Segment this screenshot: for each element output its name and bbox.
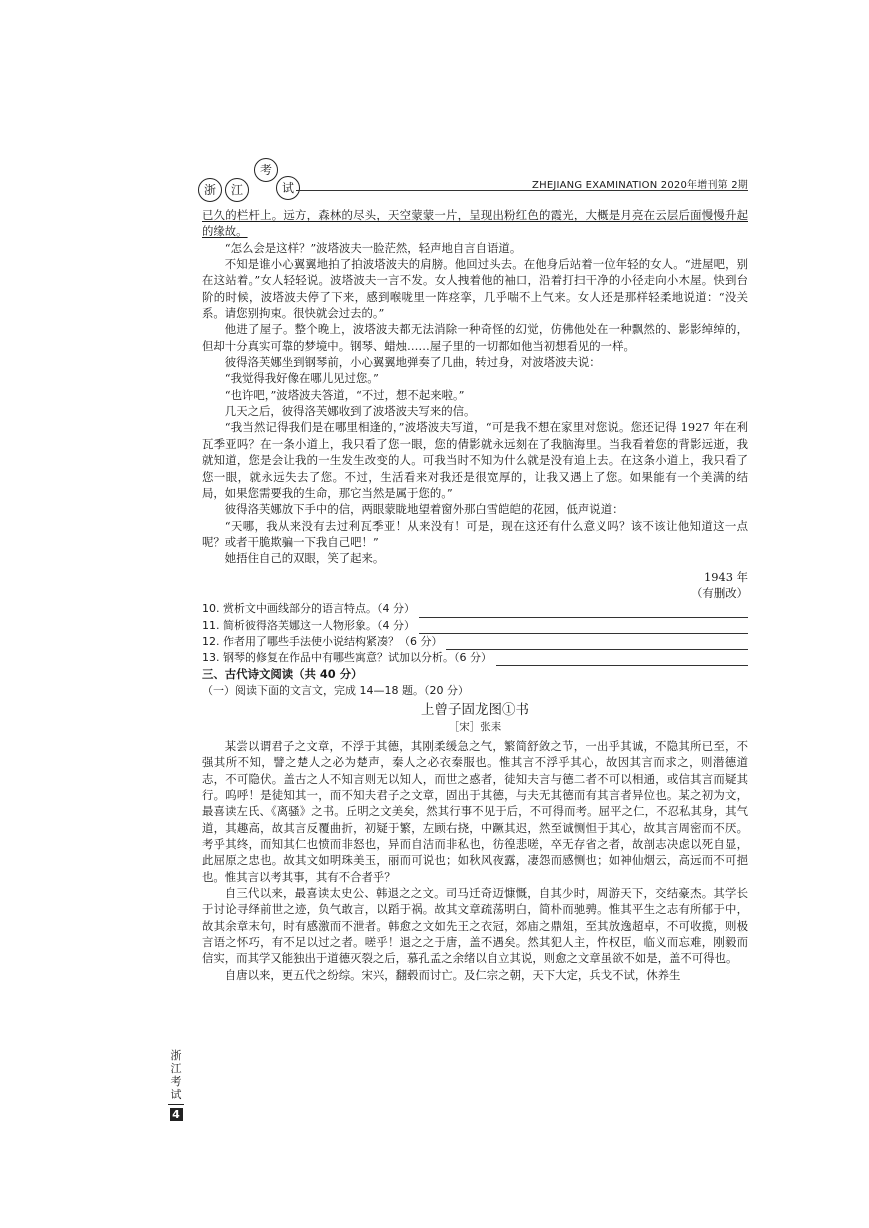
section-subheading: （一）阅读下面的文言文，完成 14—18 题。（20 分） <box>202 683 469 697</box>
question-text: 10. 赏析文中画线部分的语言特点。（4 分） <box>202 602 415 616</box>
side-tab-char: 考 <box>170 1075 182 1088</box>
side-tab-divider <box>168 1104 184 1105</box>
section-heading: 三、古代诗文阅读（共 40 分） <box>202 667 363 682</box>
story-note: （有删改） <box>691 585 748 600</box>
story-paragraph: 不知是谁小心翼翼地拍了拍波塔波夫的肩膀。他回过头去。在他身后站着一位年轻的女人。“进屋吧，别在这站着。”女人轻轻说。波塔波夫一言不发。女人拽着他的袖口，沿着打扫干净的小径走向小木屋。快到台阶的时候，波塔波夫停了下来，感到喉咙里一阵痉挛，几乎喘不上气来。女人还是那样轻柔地说道：“没关系。请您别拘束。很快就会过去的。” <box>202 257 748 321</box>
story-paragraph: 彼得洛芙娜坐到钢琴前，小心翼翼地弹奏了几曲，转过身，对波塔波夫说： <box>224 355 601 370</box>
story-paragraph <box>202 207 748 240</box>
side-tab <box>168 1049 184 1121</box>
answer-line[interactable] <box>446 638 748 650</box>
logo-char: 考 <box>254 158 278 182</box>
question-text: 11. 简析彼得洛芙娜这一人物形象。（4 分） <box>202 618 415 632</box>
logo-char: 试 <box>276 176 300 200</box>
question-text: 13. 钢琴的修复在作品中有哪些寓意？试加以分析。（6 分） <box>202 651 492 665</box>
page-number: 4 <box>170 1108 183 1121</box>
journal-title: ZHEJIANG EXAMINATION 2020年增刊第 2期 <box>532 180 748 191</box>
story-date: 1943 年 <box>704 569 748 584</box>
story-paragraph: 彼得洛芙娜放下手中的信，两眼蒙眬地望着窗外那白雪皑皑的花园，低声说道： <box>224 502 624 517</box>
side-tab-char: 浙 <box>170 1049 182 1062</box>
side-tab-char: 试 <box>170 1088 182 1101</box>
story-paragraph: “我觉得我好像在哪儿见过您。” <box>224 371 379 386</box>
answer-line[interactable] <box>419 622 748 634</box>
story-paragraph: “我当然记得我们是在哪里相逢的，”波塔波夫写道，“可是我不想在家里对您说。您还记得 1927 年在利瓦季亚吗？在一条小道上，我只看了您一眼，您的倩影就永远刻在了我脑海里。当我看着您的背影远逝，我就知道，您是会让我的一生发生改变的人。可我当时不知为什么就是没有追上去。在这条小道上，我只看了您一眼，就永远失去了您。不过，生活看来对我还是很宽厚的，让我又遇上了您。如果能有一个美满的结局，如果您需要我的生命，那它当然是属于您的。” <box>202 420 748 500</box>
page-body <box>202 207 748 983</box>
classical-paragraph: 自唐以来，更五代之纷综。宋兴，翻毂而讨亡。及仁宗之朝，天下大定，兵戈不试，休养生 <box>224 967 681 982</box>
question-11 <box>202 618 748 634</box>
answer-line[interactable] <box>496 654 748 666</box>
answer-line[interactable] <box>419 606 748 618</box>
question-13 <box>202 650 748 666</box>
story-paragraph: “也许吧，”波塔波夫答道，“不过，想不起来啦。” <box>224 387 465 402</box>
story-paragraph: 几天之后，彼得洛芙娜收到了波塔波夫写来的信。 <box>224 404 476 419</box>
question-12 <box>202 634 748 650</box>
side-tab-char: 江 <box>170 1062 182 1075</box>
story-paragraph: 他进了屋子。整个晚上，波塔波夫都无法消除一种奇怪的幻觉，仿佛他处在一种飘然的、影影绰绰的，但却十分真实可靠的梦境中。钢琴、蜡烛……屋子里的一切都如他当初想看见的一样。 <box>202 322 748 353</box>
journal-logo <box>198 158 308 202</box>
story-paragraph: 她捂住自己的双眼，笑了起来。 <box>224 551 385 566</box>
classical-paragraph: 某尝以谓君子之文章，不浮于其德，其刚柔缓急之气，繁简舒敛之节，一出乎其诚，不隐其所已至，不强其所不知，譬之楚人之必为楚声，秦人之必衣秦服也。惟其言不浮乎其心，故因其言而求之，则潜德道志，不可隐伏。盖古之人不知言则无以知人，而世之惑者，徒知夫言与德二者不可以相通，或信其言而疑其行。呜呼！是徒知其一，而不知夫君子之文章，固出于其德，与夫无其德而有其言者异位也。某之初为文，最喜读左氏、《离骚》之书。丘明之文美矣，然其行事不见于后，不可得而考。屈平之仁，不忍私其身，其气道，其趣高，故其言反覆曲折，初疑于繁，左顾右挠，中蹶其迟，然至诚恻怛于其心，故其言周密而不厌。考乎其终，而知其仁也愤而非怒也，异而自洁而非私也，彷徨悲嗟，卒无存省之者，故剖志决虑以死自显，此屈原之忠也。故其文如明珠美玉，丽而可说也；如秋风夜露，凄怨而感恻也；如神仙烟云，高远而不可挹也。惟其言以考其事，其有不合者乎？ <box>202 738 748 884</box>
question-text: 12. 作者用了哪些手法使小说结构紧凑？（6 分） <box>202 634 443 648</box>
story-paragraph: “天哪，我从来没有去过利瓦季亚！从来没有！可是，现在这还有什么意义吗？该不该让他知道这一点呢？或者干脆欺骗一下我自己吧！” <box>202 518 748 549</box>
logo-char: 浙 <box>198 178 222 202</box>
classical-paragraph: 自三代以来，最喜读太史公、韩退之之文。司马迁奇迈慷慨，自其少时，周游天下，交结豪杰。其学长于讨论寻绎前世之迹，负气敢言，以蹈于祸。故其文章疏荡明白，简朴而驰骋。惟其平生之志有所郁于中，故其余章末句，时有感激而不泄者。韩愈之文如先王之衣冠，郊庙之鼎俎，至其放逸超卓，不可收揽，则极言语之怀巧，有不足以过之者。嗟乎！退之之于唐，盖不遇矣。然其犯人主，忤权臣，临义而忘难，刚毅而信实，而其学又能独出于道德灭裂之后，慕孔孟之余绪以自立其说，则愈之文章虽欲不如是，盖不可得也。 <box>202 885 748 966</box>
question-10 <box>202 601 748 617</box>
classical-title: 上曾子固龙图①书 <box>421 702 529 719</box>
underlined-passage: 已久的栏杆上。远方，森林的尽头，天空蒙蒙一片，呈现出粉红色的霞光，大概是月亮在云层后面慢慢升起的缘故。 <box>202 208 748 239</box>
classical-author: ［宋］张耒 <box>448 721 502 734</box>
story-paragraph: “怎么会是这样？”波塔波夫一脸茫然，轻声地自言自语道。 <box>224 240 522 255</box>
logo-char: 江 <box>225 178 249 202</box>
